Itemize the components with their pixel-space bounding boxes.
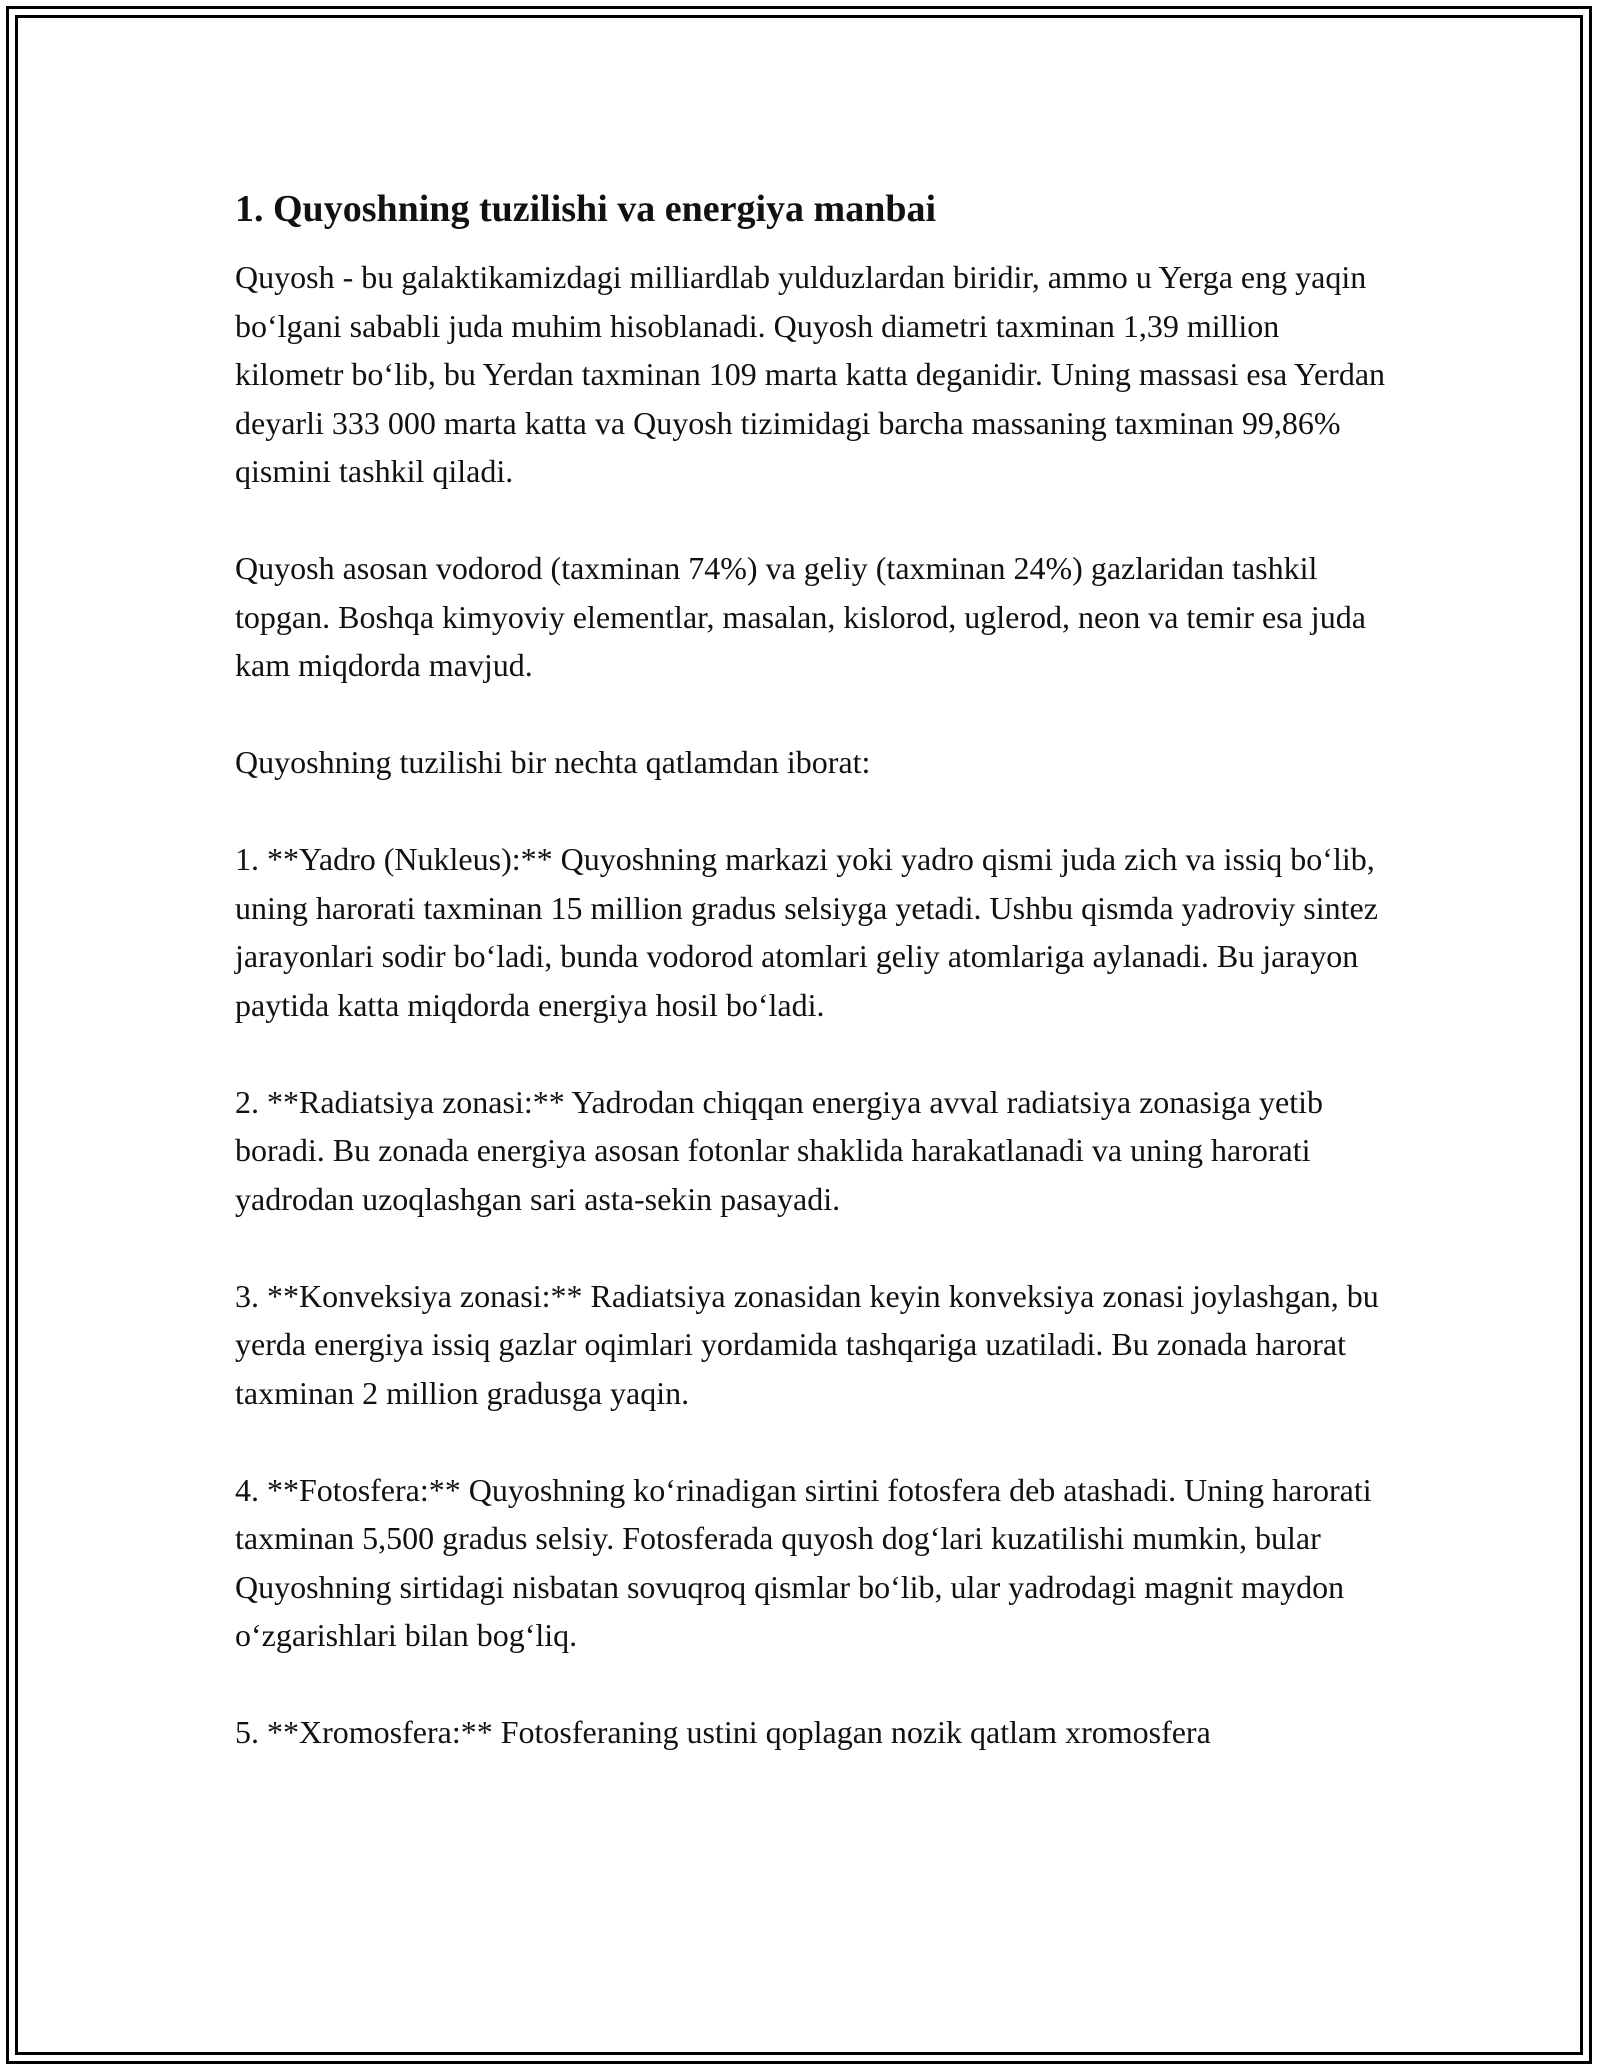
paragraph-composition: Quyosh asosan vodorod (taxminan 74%) va geliy (taxminan 24%) gazlaridan tashkil topgan. Boshqa kimyoviy elementlar, masalan, kislorod, uglerod, neon va temir esa juda kam miqdorda mavjud. <box>235 550 1366 683</box>
paragraph-intro: Quyosh - bu galaktikamizdagi milliardlab yulduzlardan biridir, ammo u Yerga eng yaqin boʻlgani sababli juda muhim hisoblanadi. Quyosh diametri taxminan 1,39 million kilometr boʻlib, bu Yerdan taxminan 109 marta katta deganidir. Uning massasi esa Yerdan deyarli 333 000 marta katta va Quyosh tizimidagi barcha massaning taxminan 99,86% qismini tashkil qiladi. <box>235 259 1386 489</box>
list-item-chromosphere: 5. **Xromosfera:** Fotosferaning ustini qoplagan nozik qatlam xromosfera <box>235 1714 1211 1750</box>
document-body <box>235 185 1395 1805</box>
list-item-radiation-zone: 2. **Radiatsiya zonasi:** Yadrodan chiqqan energiya avval radiatsiya zonasiga yetib boradi. Bu zonada energiya asosan fotonlar shaklida harakatlanadi va uning harorati yadrodan uzoqlashgan sari asta-sekin pasayadi. <box>235 1083 1323 1217</box>
paragraph-layers-intro: Quyoshning tuzilishi bir nechta qatlamdan iborat: <box>235 744 871 780</box>
list-item-core: 1. **Yadro (Nukleus):** Quyoshning markazi yoki yadro qismi juda zich va issiq boʻlib, uning harorati taxminan 15 million gradus selsiyga yetadi. Ushbu qismda yadroviy sintez jarayonlari sodir boʻladi, bunda vodorod atomlari geliy atomlariga aylanadi. Bu jarayon paytida katta miqdorda energiya hosil boʻladi. <box>235 841 1378 1023</box>
list-item-photosphere: 4. **Fotosfera:** Quyoshning koʻrinadigan sirtini fotosfera deb atashadi. Uning harorati taxminan 5,500 gradus selsiy. Fotosferada quyosh dogʻlari kuzatilishi mumkin, bular Quyoshning sirtidagi nisbatan sovuqroq qismlar boʻlib, ular yadrodagi magnit maydon oʻzgarishlari bilan bogʻliq. <box>235 1471 1372 1653</box>
list-item-convection-zone: 3. **Konveksiya zonasi:** Radiatsiya zonasidan keyin konveksiya zonasi joylashgan, bu yerda energiya issiq gazlar oqimlari yordamida tashqariga uzatiladi. Bu zonada harorat taxminan 2 million gradusga yaqin. <box>235 1277 1379 1411</box>
section-heading: 1. Quyoshning tuzilishi va energiya manbai <box>235 188 937 230</box>
